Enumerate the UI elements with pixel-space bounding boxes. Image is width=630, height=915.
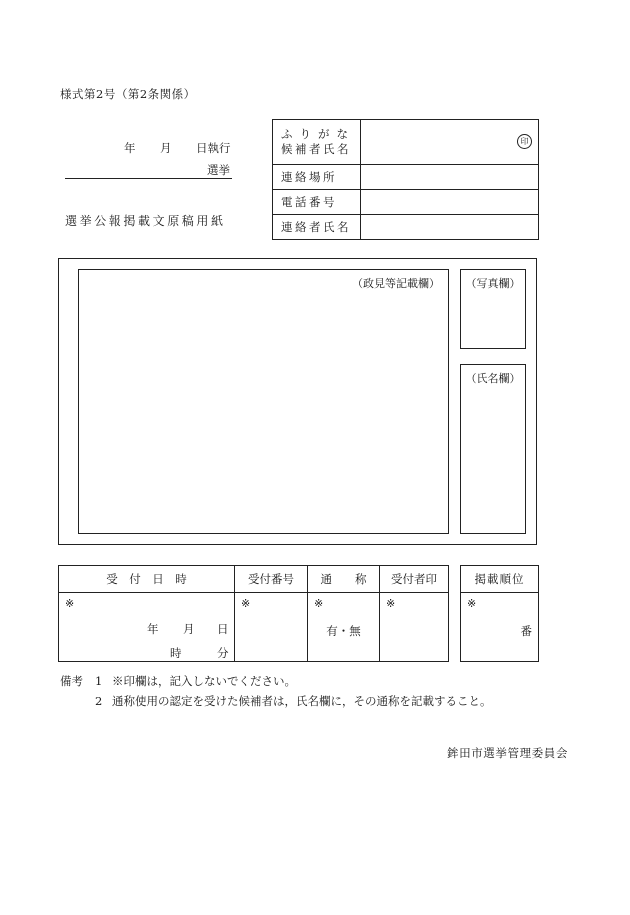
- month-label: 月: [160, 141, 172, 155]
- photo-field[interactable]: [460, 269, 526, 349]
- note-number: 1: [95, 674, 103, 688]
- header-common-name: 通 称: [308, 566, 380, 593]
- year-label: 年: [124, 141, 136, 155]
- policy-field[interactable]: [78, 269, 449, 534]
- day-exec-label: 日執行: [196, 141, 231, 155]
- name-column-label: （氏名欄）: [465, 372, 521, 385]
- order-suffix: 番: [520, 624, 532, 638]
- election-suffix: 選挙: [207, 163, 230, 177]
- day-cell-label: 日: [217, 622, 229, 636]
- header-reception-number: 受付番号: [235, 566, 308, 593]
- minute-cell-label: 分: [217, 646, 229, 660]
- mark-datetime: ※: [65, 597, 75, 610]
- reception-datetime-cell: [59, 593, 235, 662]
- note-text: ※印欄は，記入しないでください。: [112, 674, 296, 688]
- note-text: 通称使用の認定を受けた候補者は，氏名欄に，その通称を記載すること。: [112, 694, 492, 708]
- mark-order: ※: [467, 597, 477, 610]
- contact-name-field[interactable]: [361, 215, 539, 240]
- reception-number-cell: [235, 593, 308, 662]
- contact-place-label: 連絡場所: [273, 165, 361, 190]
- year-cell-label: 年: [147, 622, 159, 636]
- receiver-seal-cell: [380, 593, 449, 662]
- mark-receiver: ※: [386, 597, 396, 610]
- hour-cell-label: 時: [170, 646, 182, 660]
- contact-place-field[interactable]: [361, 165, 539, 190]
- execution-date: [60, 140, 235, 156]
- candidate-name-label: [273, 120, 361, 165]
- header-receiver-seal: 受付者印: [380, 566, 449, 593]
- policy-label: （政見等記載欄）: [352, 277, 440, 290]
- header-publication-order: 掲載順位: [461, 566, 539, 593]
- yes-no-label: 有・無: [326, 624, 361, 638]
- header-reception-datetime: 受 付 日 時: [59, 566, 235, 593]
- document-title: 選挙公報掲載文原稿用紙: [65, 214, 226, 228]
- publication-order-cell: [461, 593, 539, 662]
- mark-common-name: ※: [314, 597, 324, 610]
- candidate-name-field[interactable]: [361, 120, 539, 165]
- note-number: 2: [95, 694, 103, 708]
- notes-heading: 備考: [60, 674, 83, 688]
- candidate-name-text: 候補者氏名: [281, 142, 351, 156]
- publication-order-table: [460, 565, 539, 662]
- name-field[interactable]: [460, 364, 526, 534]
- month-cell-label: 月: [183, 622, 195, 636]
- mark-number: ※: [241, 597, 251, 610]
- form-number: 様式第2号（第2条関係）: [60, 87, 196, 101]
- notes: [60, 671, 530, 711]
- furigana-label: ふりがな: [281, 127, 355, 141]
- seal-icon: 印: [517, 134, 532, 149]
- committee-name: 鉾田市選挙管理委員会: [447, 746, 568, 760]
- reception-table: [58, 565, 449, 662]
- phone-field[interactable]: [361, 190, 539, 215]
- contact-name-label: 連絡者氏名: [273, 215, 361, 240]
- phone-label: 電話番号: [273, 190, 361, 215]
- election-name-line[interactable]: [65, 162, 232, 179]
- common-name-cell: [308, 593, 380, 662]
- candidate-info-table: [272, 119, 539, 240]
- photo-label: （写真欄）: [465, 277, 521, 290]
